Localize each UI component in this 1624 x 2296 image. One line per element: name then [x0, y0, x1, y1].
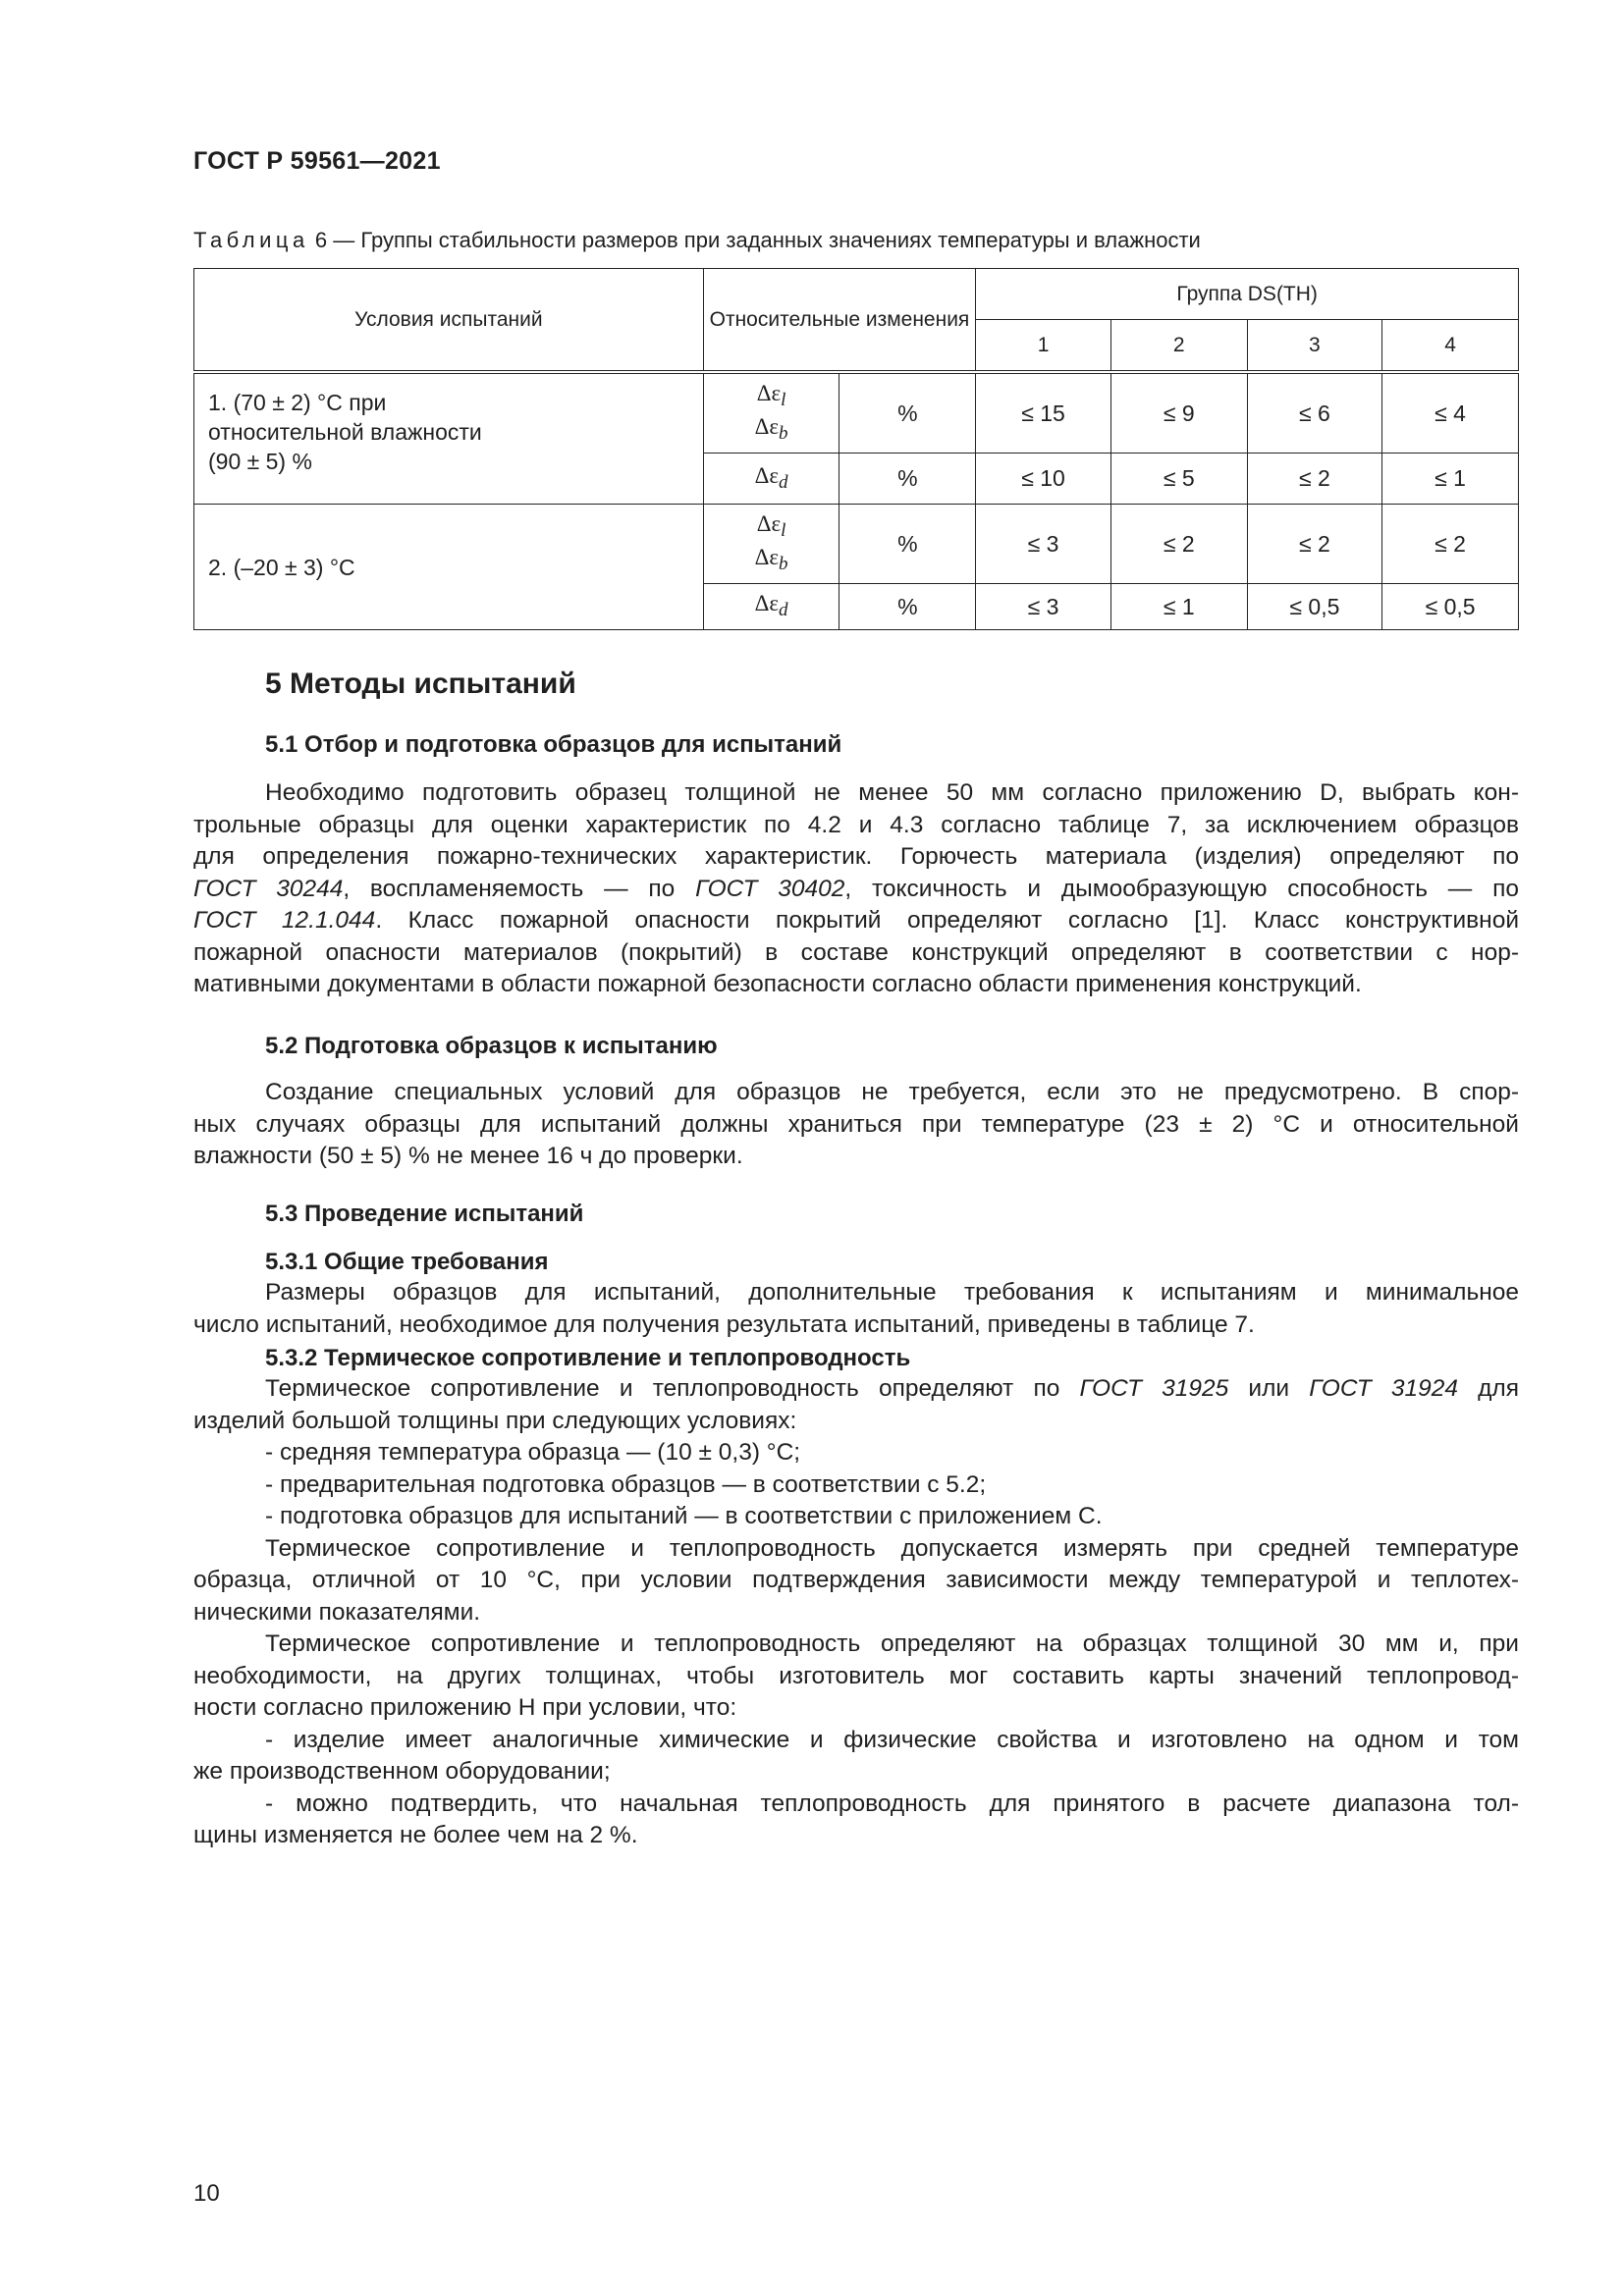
- header-group: Группа DS(TH): [976, 269, 1519, 320]
- condition-2-text: 2. (–20 ± 3) °С: [208, 554, 355, 580]
- condition-cell-1: [194, 372, 704, 505]
- list-item-continuation: же производственном оборудовании;: [193, 1758, 611, 1785]
- symbol-cell: [703, 454, 839, 505]
- symbol-delta-d: $\Delta\varepsilon_d$: [754, 591, 788, 620]
- list-item: - изделие имеет аналогичные химические и физические свойства и изготовлено на одном и том: [265, 1726, 1519, 1753]
- condition-cell-2: [194, 505, 704, 630]
- section-5-1-paragraph: [193, 777, 1519, 1001]
- gost-ref: ГОСТ 30244: [193, 875, 344, 902]
- list-item-continuation: щины изменяется не более чем на 2 %.: [193, 1822, 638, 1848]
- unit-cell: %: [839, 584, 976, 630]
- section-5-3-title: 5.3 Проведение испытаний: [265, 1201, 584, 1227]
- table-caption: [193, 228, 1201, 253]
- condition-1-line-1: 1. (70 ± 2) °С при: [208, 390, 387, 415]
- value-cell: ≤ 4: [1382, 372, 1519, 454]
- stability-table: [193, 268, 1519, 630]
- paragraph-line: Размеры образцов для испытаний, дополнительные требования к испытаниям и минимальное: [265, 1279, 1519, 1306]
- value-cell: ≤ 5: [1110, 454, 1247, 505]
- gost-ref: ГОСТ 12.1.044: [193, 907, 376, 934]
- unit-cell: %: [839, 454, 976, 505]
- list-item: - можно подтвердить, что начальная теплопроводность для принятого в расчете диапазона тол-: [265, 1789, 1519, 1817]
- section-5-3-2-paragraph: [193, 1373, 1519, 1852]
- value-cell: ≤ 3: [976, 505, 1111, 584]
- value-cell: ≤ 1: [1110, 584, 1247, 630]
- unit-cell: %: [839, 372, 976, 454]
- gost-ref: ГОСТ 31924: [1309, 1375, 1458, 1402]
- paragraph-line: изделий большой толщины при следующих условиях:: [193, 1407, 797, 1434]
- symbol-delta-l: $\Delta\varepsilon_l$: [756, 511, 786, 541]
- condition-1-line-2: относительной влажности: [208, 419, 482, 445]
- header-changes: Относительные изменения: [703, 269, 976, 373]
- document-id: ГОСТ Р 59561—2021: [193, 147, 441, 175]
- value-cell: ≤ 15: [976, 372, 1111, 454]
- value-cell: ≤ 2: [1110, 505, 1247, 584]
- list-item: - средняя температура образца — (10 ± 0,3) °С;: [265, 1439, 801, 1466]
- section-5-3-1-paragraph: [193, 1277, 1519, 1341]
- value-cell: ≤ 0,5: [1382, 584, 1519, 630]
- section-5-1-title: 5.1 Отбор и подготовка образцов для испытаний: [265, 731, 842, 758]
- symbol-cell: [703, 584, 839, 630]
- header-group-2: 2: [1110, 320, 1247, 373]
- symbol-delta-b: $\Delta\varepsilon_b$: [754, 414, 788, 444]
- symbol-cell: [703, 505, 839, 584]
- header-group-1: 1: [976, 320, 1111, 373]
- value-cell: ≤ 2: [1382, 505, 1519, 584]
- paragraph-line: ГОСТ 30244, воспламеняемость — по ГОСТ 30402, токсичность и дымообразующую способность — по: [193, 875, 1519, 902]
- section-5-3-2-title: 5.3.2 Термическое сопротивление и теплопроводность: [265, 1345, 911, 1371]
- symbol-delta-l: $\Delta\varepsilon_l$: [756, 381, 786, 410]
- paragraph-line: число испытаний, необходимое для получения результата испытаний, приведены в таблице 7.: [193, 1310, 1255, 1338]
- paragraph-line: ных случаях образцы для испытаний должны храниться при температуре (23 ± 2) °С и относительной: [193, 1110, 1519, 1138]
- paragraph-line: ническими показателями.: [193, 1598, 481, 1626]
- section-5-2-title: 5.2 Подготовка образцов к испытанию: [265, 1033, 718, 1059]
- paragraph-line: мативными документами в области пожарной безопасности согласно области применения конструкций.: [193, 971, 1362, 997]
- page-number: 10: [193, 2180, 220, 2207]
- symbol-delta-b: $\Delta\varepsilon_b$: [754, 545, 788, 574]
- table-header-row: [194, 269, 1519, 320]
- value-cell: ≤ 10: [976, 454, 1111, 505]
- header-conditions: Условия испытаний: [194, 269, 704, 373]
- paragraph-line: Термическое сопротивление и теплопроводность допускается измерять при средней температуре: [265, 1534, 1519, 1562]
- value-cell: ≤ 3: [976, 584, 1111, 630]
- paragraph-line: пожарной опасности материалов (покрытий) в составе конструкций определяют в соответствии с нор-: [193, 938, 1519, 966]
- paragraph-line: образца, отличной от 10 °С, при условии подтверждения зависимости между температурой и теплотех-: [193, 1567, 1519, 1593]
- table-row: [194, 372, 1519, 454]
- list-item: - предварительная подготовка образцов — в соответствии с 5.2;: [265, 1470, 987, 1498]
- list-item: - подготовка образцов для испытаний — в соответствии с приложением С.: [265, 1503, 1103, 1529]
- table-row: [194, 505, 1519, 584]
- symbol-delta-d: $\Delta\varepsilon_d$: [754, 462, 788, 493]
- symbol-cell: [703, 372, 839, 454]
- condition-1-line-3: (90 ± 5) %: [208, 449, 312, 474]
- value-cell: ≤ 2: [1247, 454, 1382, 505]
- value-cell: ≤ 0,5: [1247, 584, 1382, 630]
- paragraph-line: Термическое сопротивление и теплопроводность определяют на образцах толщиной 30 мм и, при: [265, 1630, 1519, 1657]
- paragraph-line: трольные образцы для оценки характеристик по 4.2 и 4.3 согласно таблице 7, за исключением образцов: [193, 811, 1519, 838]
- section-5-title: 5 Методы испытаний: [265, 667, 576, 700]
- table-caption-word: Таблица: [193, 228, 309, 252]
- value-cell: ≤ 9: [1110, 372, 1247, 454]
- section-5-3-1-title: 5.3.1 Общие требования: [265, 1249, 549, 1275]
- paragraph-line: ГОСТ 12.1.044. Класс пожарной опасности покрытий определяют согласно [1]. Класс конструктивной: [193, 907, 1520, 934]
- unit-cell: %: [839, 505, 976, 584]
- value-cell: ≤ 6: [1247, 372, 1382, 454]
- paragraph-line: Создание специальных условий для образцов не требуется, если это не предусмотрено. В спор-: [265, 1079, 1519, 1105]
- paragraph-line: Необходимо подготовить образец толщиной не менее 50 мм согласно приложению D, выбрать кон-: [265, 779, 1519, 806]
- section-5-2-paragraph: [193, 1077, 1519, 1173]
- gost-ref: ГОСТ 31925: [1079, 1375, 1229, 1402]
- paragraph-line: для определения пожарно-технических характеристик. Горючесть материала (изделия) определяют по: [193, 843, 1519, 870]
- header-group-3: 3: [1247, 320, 1382, 373]
- value-cell: ≤ 2: [1247, 505, 1382, 584]
- gost-ref: ГОСТ 30402: [695, 875, 845, 902]
- value-cell: ≤ 1: [1382, 454, 1519, 505]
- paragraph-line: необходимости, на других толщинах, чтобы изготовитель мог составить карты значений теплопровод-: [193, 1662, 1519, 1689]
- paragraph-line: влажности (50 ± 5) % не менее 16 ч до проверки.: [193, 1143, 743, 1169]
- header-group-4: 4: [1382, 320, 1519, 373]
- table-caption-text: 6 — Группы стабильности размеров при заданных значениях температуры и влажности: [308, 228, 1201, 252]
- paragraph-line: ности согласно приложению Н при условии, что:: [193, 1694, 737, 1721]
- paragraph-line: Термическое сопротивление и теплопроводность определяют по ГОСТ 31925 или ГОСТ 31924 для: [265, 1375, 1519, 1402]
